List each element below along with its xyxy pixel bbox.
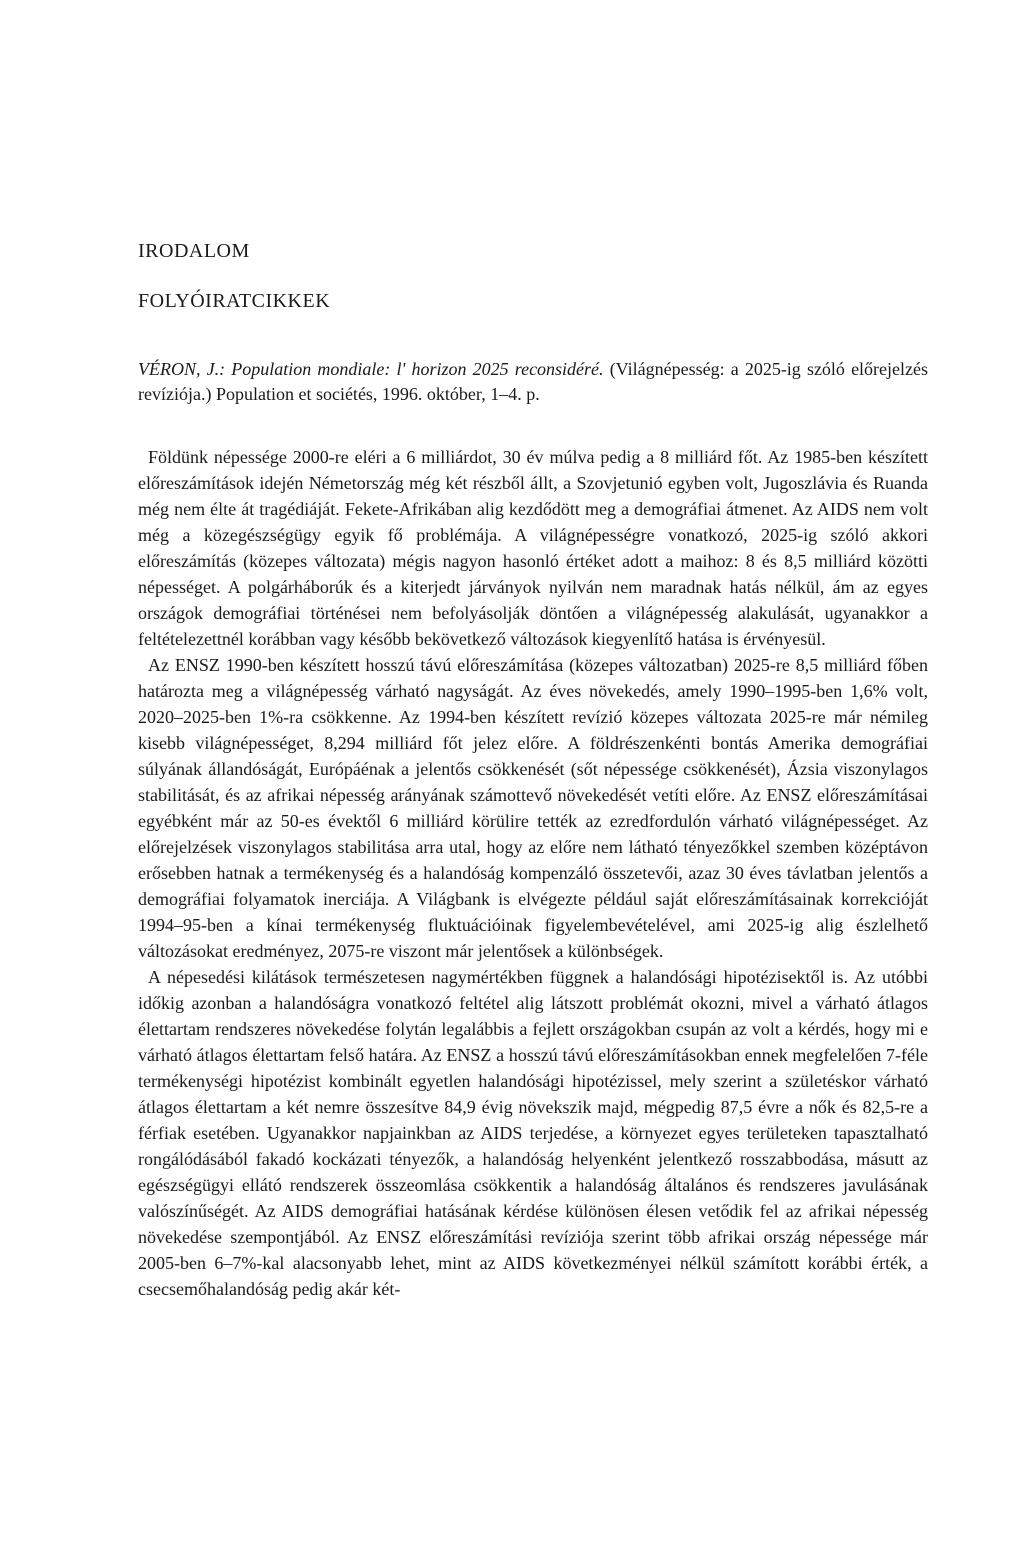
citation-title: Population mondiale: l' horizon 2025 reconsidéré. — [231, 359, 604, 379]
citation-details: (Világnépesség: a 2025-ig szóló előrejelzés revíziója.) Population et sociétés, 1996. október, 1–4. p. — [138, 359, 929, 404]
paragraph-2: Az ENSZ 1990-ben készített hosszú távú előreszámítása (közepes változatban) 2025-re 8,5 milliárd főben határozta meg a világnépesség várható nagyságát. Az éves növekedés, amely 1990–1995-ben 1,6% volt, 2020–2025-ben 1%-ra csökkenne. Az 1994-ben készített revízió közepes változata 2025-re már némileg kisebb világnépességet, 8,294 milliárd főt jelez előre. A földrészenkénti bontás Amerika demográfiai súlyának állandóságát, Európáénak a jelentős csökkenését (sőt népessége csökkenését), Ázsia viszonylagos stabilitását, és az afrikai népesség arányának számottevő növekedését vetíti előre. Az ENSZ előreszámításai egyébként már az 50-es évektől 6 milliárd körülire tették az ezredfordulón várható világnépességet. Az előrejelzések viszonylagos stabilitása arra utal, hogy az előre nem látható tényezőkkel szemben középtávon erősebben hatnak a termékenység és a halandóság kompenzáló összetevői, azaz 30 éves távlatban jelentős a demográfiai folyamatok inerciája. A Világbank is elvégezte például saját előreszámításainak korrekcióját 1994–95-ben a kínai termékenység fluktuációinak figyelembevételével, ami 2025-ig alig észlelhető változásokat eredményez, 2075-re viszont már jelentősek a különbségek. — [138, 655, 928, 961]
section-title: IRODALOM — [138, 240, 250, 262]
citation-author: VÉRON, J.: — [138, 359, 226, 379]
paragraph-3: A népesedési kilátások természetesen nagymértékben függnek a halandósági hipotézisektől is. Az utóbbi időkig azonban a halandóságra vonatkozó feltétel alig látszott problémát okozni, mivel a várható átlagos élettartam rendszeres növekedése folytán legalábbis a fejlett országokban csupán az volt a kérdés, hogy mi e várható átlagos élettartam felső határa. Az ENSZ a hosszú távú előreszámításokban ennek megfelelően 7-féle termékenységi hipotézist kombinált egyetlen halandósági hipotézissel, mely szerint a születéskor várható átlagos élettartam a két nemre összesítve 84,9 évig növekszik majd, mégpedig 87,5 évre a nők és 82,5-re a férfiak esetében. Ugyanakkor napjainkban az AIDS terjedése, a környezet egyes területeken tapasztalható rongálódásából fakadó kockázati tényezők, a halandóság helyenként jelentkező rosszabbodása, másutt az egészségügyi ellátó rendszerek összeomlása csökkentik a halandóság általános és rendszeres javulásának valószínűségét. Az AIDS demográfiai hatásának kérdése különösen élesen vetődik fel az afrikai népesség növekedése szempontjából. Az ENSZ előreszámítási revíziója szerint több afrikai ország népessége már 2005-ben 6–7%-kal alacsonyabb lehet, mint az AIDS következményei nélkül számított korábbi érték, a csecsemőhalandóság pedig akár két- — [138, 967, 928, 1299]
subsection-title: FOLYÓIRATCIKKEK — [138, 290, 331, 312]
citation — [138, 357, 928, 407]
article-body — [138, 444, 928, 1302]
paragraph-1: Földünk népessége 2000-re eléri a 6 milliárdot, 30 év múlva pedig a 8 milliárd főt. Az 1985-ben készített előreszámítások idején Németország még két részből állt, a Szovjetunió egyben volt, Jugoszlávia és Ruanda még nem élte át tragédiáját. Fekete-Afrikában alig kezdődött meg a demográfiai átmenet. Az AIDS nem volt még a közegészségügy egyik fő problémája. A világnépességre vonatkozó, 2025-ig szóló akkori előreszámítás (közepes változata) mégis nagyon hasonló értéket adott a maihoz: 8 és 8,5 milliárd közötti népességet. A polgárháborúk és a kiterjedt járványok nyilván nem maradnak hatás nélkül, ám az egyes országok demográfiai történései nem befolyásolják döntően a világnépesség alakulását, ugyanakkor a feltételezettnél korábban vagy később bekövetkező változások kiegyenlítő hatása is érvényesül. — [138, 447, 928, 649]
